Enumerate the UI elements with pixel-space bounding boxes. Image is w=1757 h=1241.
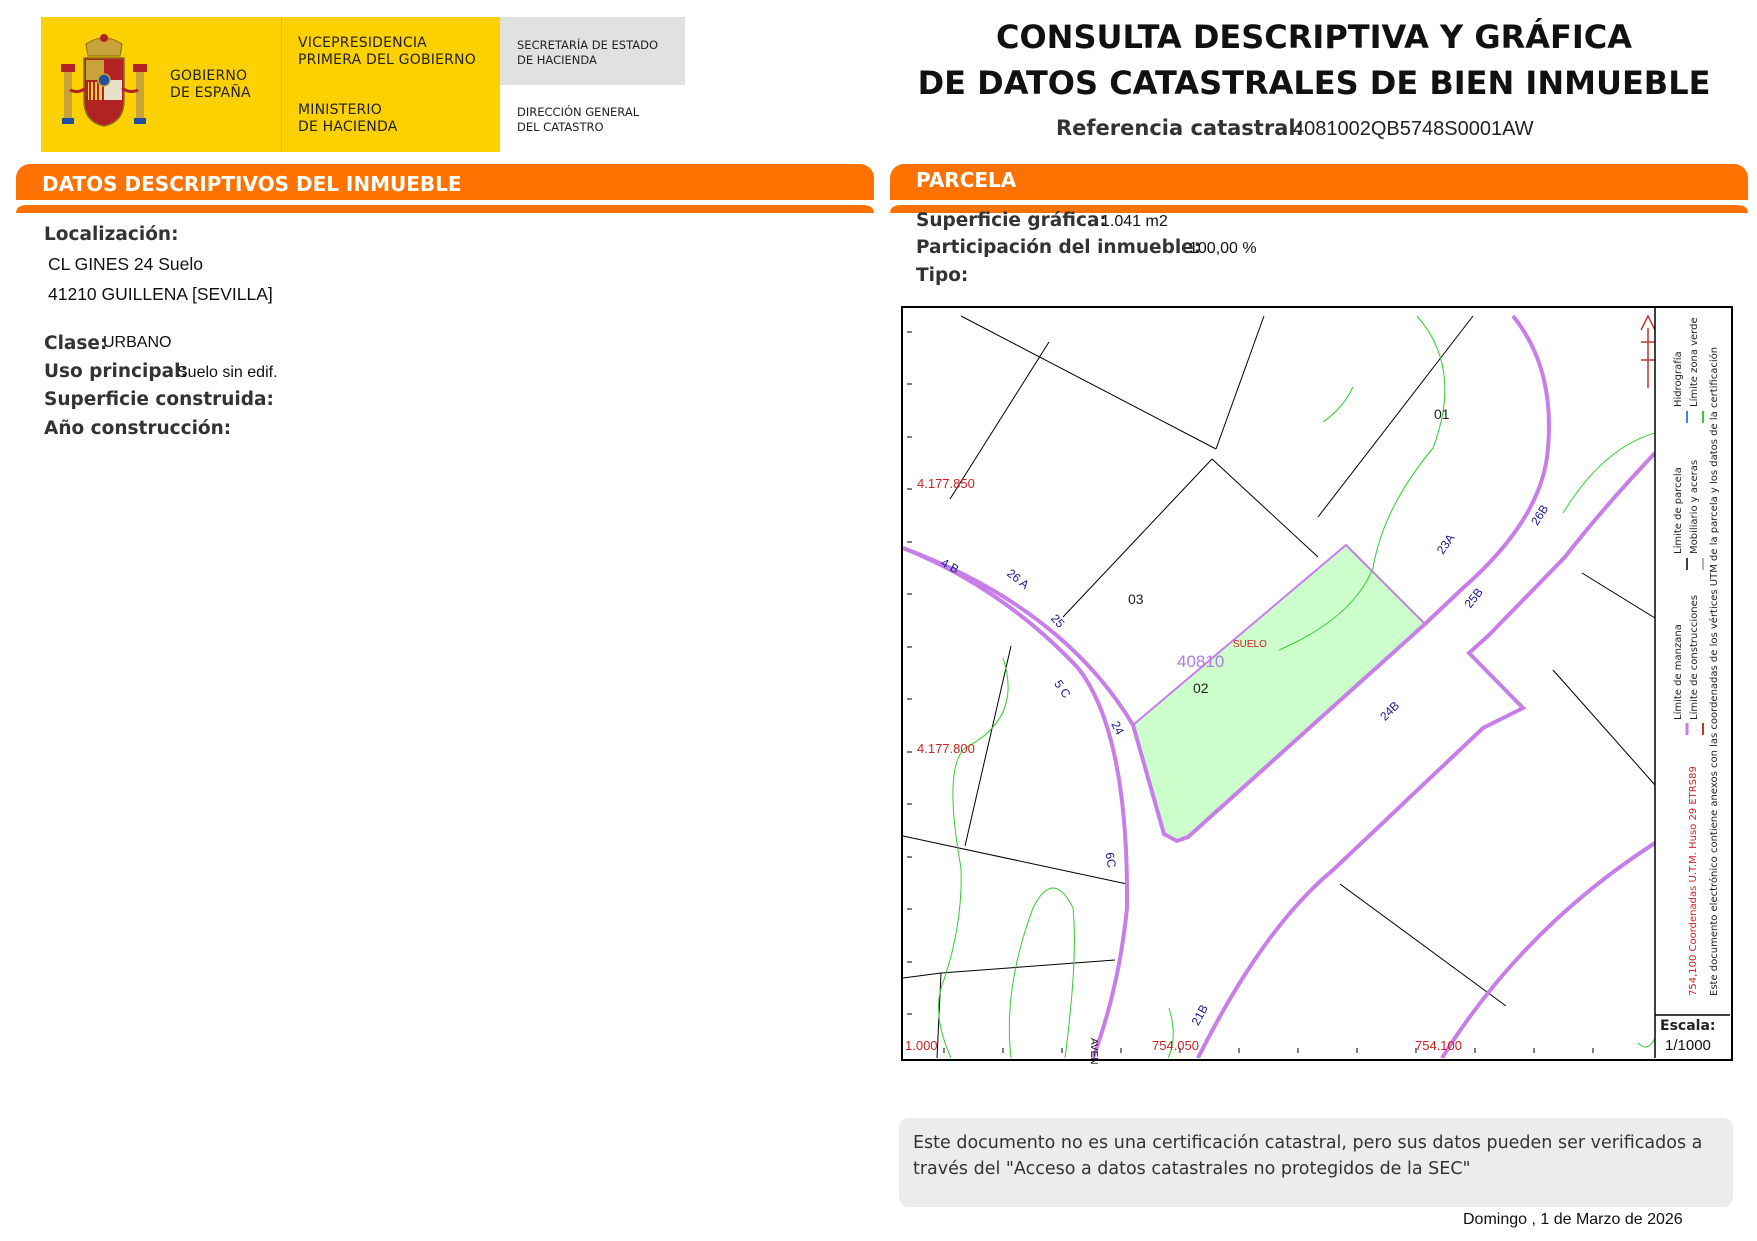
vice-line1: VICEPRESIDENCIA — [298, 35, 427, 51]
superficie-grafica-label: Superficie gráfica: — [916, 210, 1107, 231]
page-title-line1: CONSULTA DESCRIPTIVA Y GRÁFICA — [995, 18, 1633, 56]
anio-construccion-label: Año construcción: — [44, 418, 232, 439]
street-number-23a: 23A — [1433, 531, 1458, 557]
page-title-line2: DE DATOS CATASTRALES DE BIEN INMUEBLE — [917, 64, 1711, 102]
document-date: Domingo , 1 de Marzo de 2026 — [1463, 1211, 1683, 1228]
scale-label: Escala: — [1660, 1018, 1716, 1034]
direccion-name — [517, 105, 639, 135]
coord-y-top-label: 4.177.850 — [917, 476, 975, 491]
descriptive-header-underline — [16, 198, 874, 206]
parcel-number-label: 40810 — [1177, 652, 1225, 671]
street-number-24: 24 — [1108, 718, 1127, 738]
participacion-value: 100,00 % — [1189, 240, 1257, 257]
legend-mobiliario: Mobiliario y aceras — [1689, 459, 1700, 554]
plot-02-label: 02 — [1193, 680, 1209, 696]
secretaria-line1: SECRETARÍA DE ESTADO — [517, 38, 659, 52]
superficie-grafica-value: 1.041 m2 — [1101, 213, 1168, 230]
street-number-5c: 5 C — [1051, 677, 1074, 701]
reference-label: Referencia catastral: — [1056, 116, 1304, 140]
gov-name — [170, 68, 251, 102]
secretaria-name — [517, 38, 658, 68]
street-number-25: 25 — [1048, 611, 1068, 631]
map-canvas — [903, 308, 1730, 1058]
tipo-label: Tipo: — [916, 265, 969, 286]
legend-coords-note: 754,100 Coordenadas U.T.M. Huso 29 ETRS89 — [1688, 766, 1699, 996]
clase-value: URBANO — [103, 334, 172, 351]
address-line1: CL GINES 24 Suelo — [48, 254, 203, 274]
cadastral-map[interactable] — [901, 306, 1733, 1065]
street-number-26a: 26 A — [1004, 566, 1032, 592]
coord-x-mid-label: 754.050 — [1152, 1038, 1199, 1053]
street-name-label: AVEN — [1088, 1038, 1099, 1065]
street-number-26b: 26B — [1528, 502, 1552, 528]
descriptive-section-title: DATOS DESCRIPTIVOS DEL INMUEBLE — [42, 172, 462, 196]
direccion-line1: DIRECCIÓN GENERAL — [517, 105, 640, 119]
street-number-4b: 4 B — [938, 555, 962, 577]
localizacion-label: Localización: — [44, 224, 179, 245]
street-number-25b: 25B — [1461, 585, 1486, 611]
coord-x-right-label: 754.100 — [1415, 1038, 1462, 1053]
clase-label: Clase: — [44, 333, 108, 354]
ministry-name — [298, 102, 397, 136]
uso-value: Suelo sin edif. — [177, 364, 278, 381]
suelo-label: SUELO — [1233, 639, 1267, 650]
participacion-label: Participación del inmueble: — [916, 237, 1202, 258]
superficie-construida-label: Superficie construida: — [44, 389, 274, 410]
gov-line2: DE ESPAÑA — [170, 85, 251, 101]
parcela-section-header — [890, 164, 1748, 200]
ministry-line1: MINISTERIO — [298, 102, 382, 118]
uso-label: Uso principal: — [44, 361, 188, 382]
legend-electronic-note: Este documento electrónico contiene anexos con las coordenadas de los vértices UTM de la parcela y los datos de la certificación — [1709, 346, 1720, 996]
vice-line2: PRIMERA DEL GOBIERNO — [298, 52, 476, 68]
parcel-40810-area[interactable] — [1133, 545, 1425, 841]
disclaimer-note — [899, 1118, 1733, 1207]
gov-line1: GOBIERNO — [170, 68, 248, 84]
scale-value: 1/1000 — [1665, 1037, 1711, 1054]
north-arrow-icon — [1641, 316, 1655, 388]
descriptive-section-header — [16, 164, 874, 200]
legend-limite-manzana: Límite de manzana — [1673, 624, 1684, 720]
logo-divider — [281, 17, 282, 152]
reference-value[interactable]: 4081002QB5748S0001AW — [1293, 118, 1534, 140]
parcela-section-title: PARCELA — [916, 168, 1017, 192]
street-number-24b: 24B — [1377, 698, 1403, 724]
address-line2: 41210 GUILLENA [SEVILLA] — [48, 284, 273, 304]
secretaria-line2: DE HACIENDA — [517, 53, 597, 67]
vicepresidencia-name — [298, 35, 476, 69]
legend-limite-parcela: Límite de parcela — [1673, 467, 1684, 554]
plot-01-label: 01 — [1434, 406, 1450, 422]
legend-limite-construcciones: Límite de construcciones — [1689, 595, 1700, 720]
ministry-line2: DE HACIENDA — [298, 119, 398, 135]
street-number-21b: 21B — [1188, 1002, 1211, 1028]
street-number-6c: 6C — [1102, 851, 1119, 869]
legend-zona-verde: Límite zona verde — [1689, 317, 1700, 407]
coat-of-arms-icon — [56, 30, 152, 130]
legend-hidrografia: Hidrografía — [1673, 351, 1684, 407]
plot-03-label: 03 — [1128, 591, 1144, 607]
disclaimer-text: Este documento no es una certificación catastral, pero sus datos pueden ser verificados a través del "Acceso a datos catastrales no protegidos de la SEC" — [913, 1133, 1703, 1179]
parcela-header-underline — [890, 198, 1748, 206]
coord-x-left-label: 1.000 — [905, 1038, 938, 1053]
direccion-line2: DEL CATASTRO — [517, 120, 604, 134]
coord-y-bottom-label: 4.177.800 — [917, 741, 975, 756]
